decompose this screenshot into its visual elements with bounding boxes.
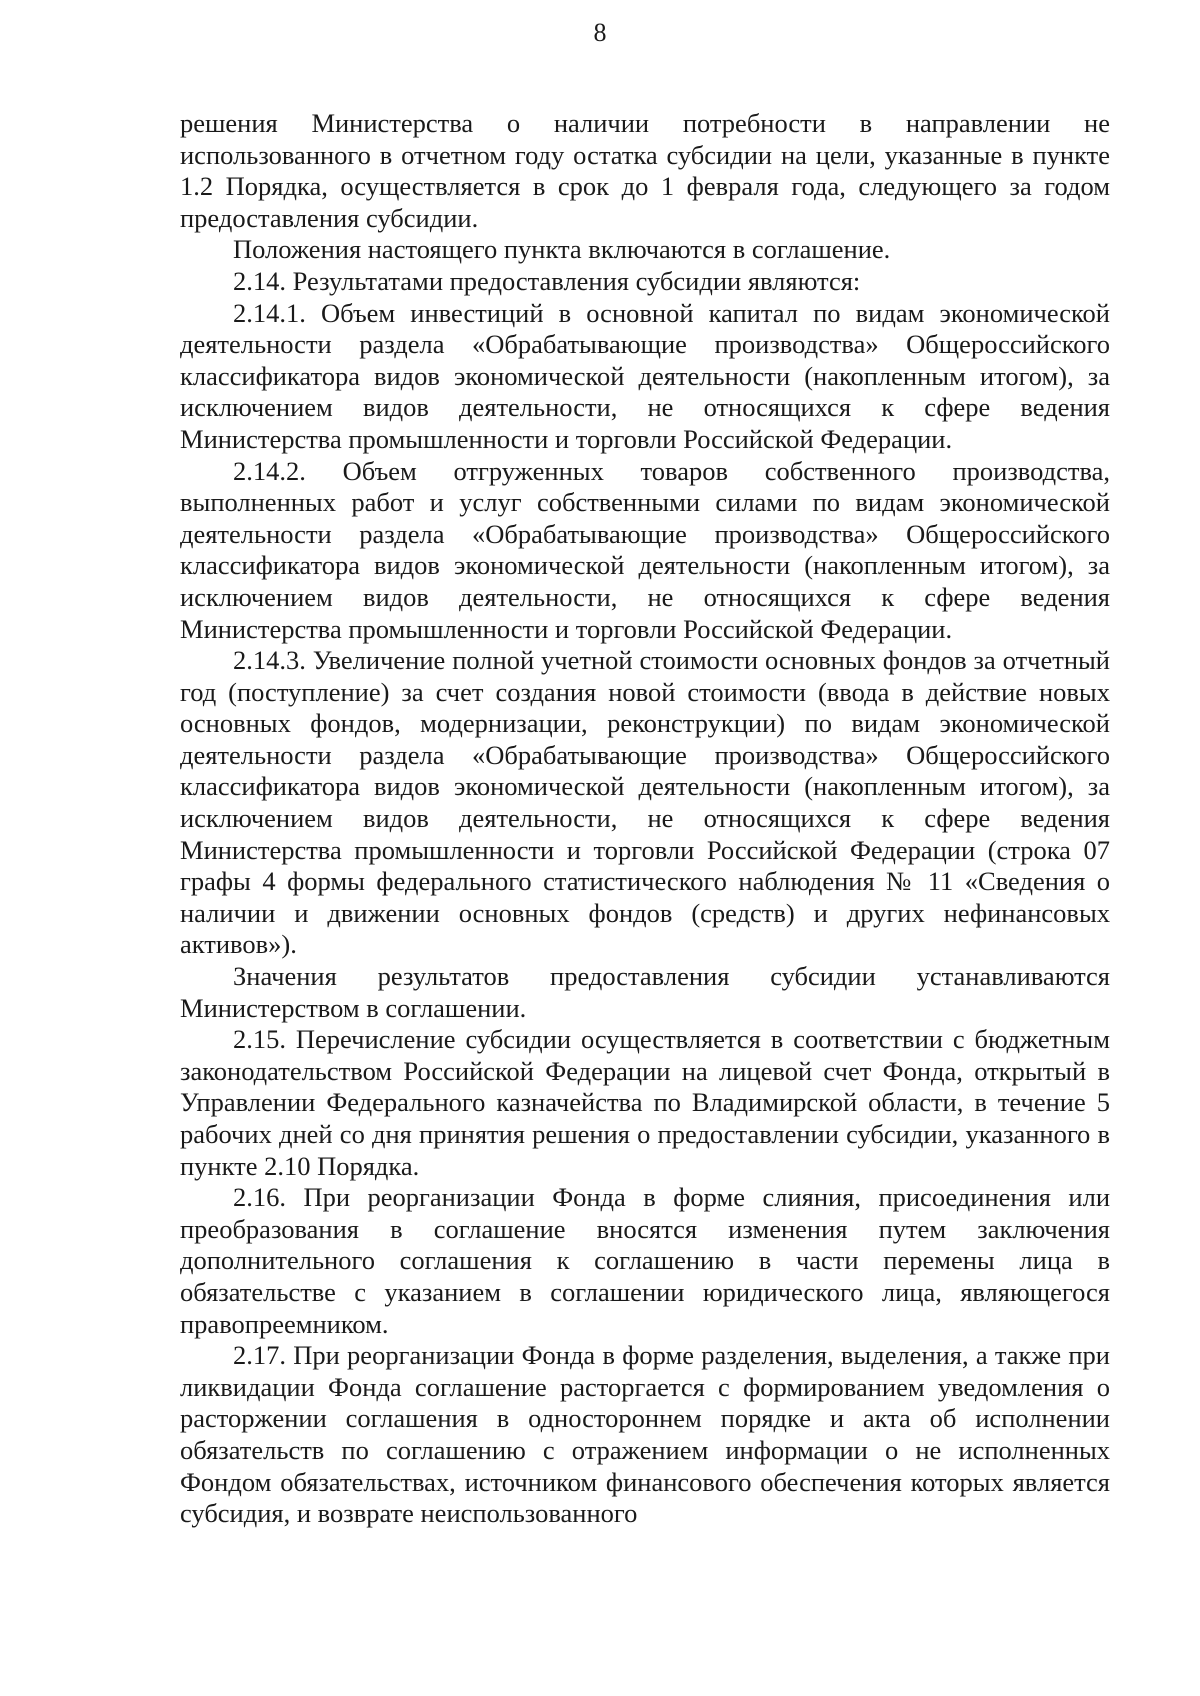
paragraph-2-14-3: 2.14.3. Увеличение полной учетной стоимости основных фондов за отчетный год (поступление) за счет создания новой стоимости (ввода в действие новых основных фондов, модернизации, реконструкции) по видам экономической деятельности раздела «Обрабатывающие производства» Общероссийского классификатора видов экономической деятельности (накопленным итогом), за исключением видов деятельности, не относящихся к сфере ведения Министерства промышленности и торговли Российской Федерации (строка 07 графы 4 формы федерального статистического наблюдения № 11 «Сведения о наличии и движении основных фондов (средств) и других нефинансовых активов»). bbox=[180, 645, 1110, 960]
paragraph-2-16: 2.16. При реорганизации Фонда в форме слияния, присоединения или преобразования в соглашение вносятся изменения путем заключения дополнительного соглашения к соглашению в части перемены лица в обязательстве с указанием в соглашении юридического лица, являющегося правопреемником. bbox=[180, 1182, 1110, 1339]
paragraph-2-14: 2.14. Результатами предоставления субсидии являются: bbox=[233, 265, 861, 296]
paragraph-2-17: 2.17. При реорганизации Фонда в форме разделения, выделения, а также при ликвидации Фонда соглашение расторгается с формированием уведомления о расторжении соглашения в одностороннем порядке и акта об исполнении обязательств по соглашению с отражением информации о не исполненных Фондом обязательствах, источником финансового обеспечения которых является субсидия, и возврате неиспользованного bbox=[180, 1340, 1110, 1529]
paragraph-2-14-1: 2.14.1. Объем инвестиций в основной капитал по видам экономической деятельности раздела «Обрабатывающие производства» Общероссийского классификатора видов экономической деятельности (накопленным итогом), за исключением видов деятельности, не относящихся к сфере ведения Министерства промышленности и торговли Российской Федерации. bbox=[180, 297, 1110, 454]
paragraph-provisions-note: Положения настоящего пункта включаются в соглашение. bbox=[233, 234, 891, 265]
paragraph-continuation: решения Министерства о наличии потребности в направлении не использованного в отчетном году остатка субсидии на цели, указанные в пункте 1.2 Порядка, осуществляется в срок до 1 февраля года, следующего за годом предоставления субсидии. bbox=[180, 108, 1110, 233]
page-number: 8 bbox=[593, 18, 607, 47]
paragraph-results-values: Значения результатов предоставления субсидии устанавливаются Министерством в соглашении. bbox=[180, 961, 1110, 1023]
paragraph-2-14-2: 2.14.2. Объем отгруженных товаров собственного производства, выполненных работ и услуг собственными силами по видам экономической деятельности раздела «Обрабатывающие производства» Общероссийского классификатора видов экономической деятельности (накопленным итогом), за исключением видов деятельности, не относящихся к сфере ведения Министерства промышленности и торговли Российской Федерации. bbox=[180, 455, 1110, 644]
paragraph-2-15: 2.15. Перечисление субсидии осуществляется в соответствии с бюджетным законодательством Российской Федерации на лицевой счет Фонда, открытый в Управлении Федерального казначейства по Владимирской области, в течение 5 рабочих дней со дня принятия решения о предоставлении субсидии, указанного в пункте 2.10 Порядка. bbox=[180, 1024, 1110, 1181]
document-body bbox=[180, 108, 1110, 1530]
